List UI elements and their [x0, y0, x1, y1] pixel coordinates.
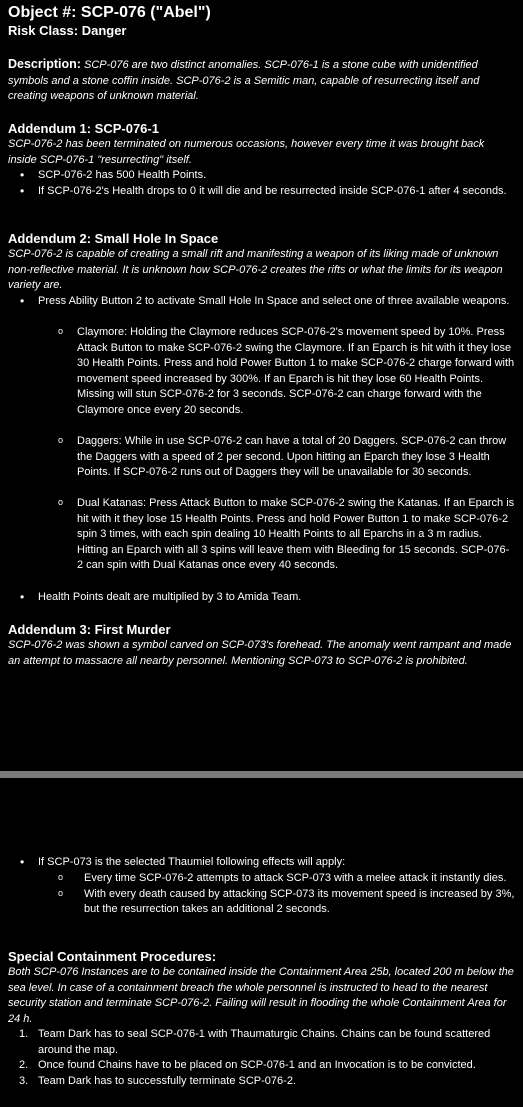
weapon-list-katanas [0, 496, 515, 574]
step-text: Team Dark has to seal SCP-076-1 with Thaumaturgic Chains. Chains can be found scattered around the map. [38, 1028, 491, 1056]
addendum1-list [0, 168, 515, 199]
containment-section [8, 949, 515, 1027]
addendum3-section [8, 622, 515, 669]
addendum3-heading: Addendum 3: First Murder [8, 622, 171, 637]
addendum2-list [0, 294, 515, 310]
risk-class: Risk Class: Danger [8, 23, 127, 38]
header [8, 3, 515, 39]
list-item [0, 1027, 515, 1058]
list-item: • If SCP-076-2's Health drops to 0 it will die and be resurrected inside SCP-076-1 after 4 seconds. [0, 184, 515, 200]
containment-text: Both SCP-076 Instances are to be contained inside the Containment Area 25b, located 200 m below the sea level. In case of a containment breach the whole personnel is instructed to head to the nearest security station and terminate SCP-076-2. Failing will result in flooding the whole Containment Area for 24 h. [8, 966, 514, 1025]
addendum2-text: SCP-076-2 is capable of creating a small rift and manifesting a weapon of its liking made of unknown non-reflective material. It is unknown how SCP-076-2 creates the rifts or what the limits for its weapon variety are. [8, 248, 503, 291]
addendum2-list-end [0, 590, 515, 606]
list-item: • If SCP-073 is the selected Thaumiel following effects will apply: [0, 855, 515, 871]
list-item [0, 1074, 515, 1090]
list-item: • Health Points dealt are multiplied by 3 to Amida Team. [0, 590, 515, 606]
description-paragraph [8, 57, 515, 105]
thaumiel-sublist [0, 871, 515, 918]
containment-heading: Special Containment Procedures: [8, 949, 217, 964]
addendum2-section [8, 231, 515, 294]
list-item: o With every death caused by attacking SCP-073 its movement speed is increased by 3%, but the resurrection takes an additional 2 seconds. [0, 887, 515, 918]
step-number: 1. [19, 1028, 29, 1040]
description-text: SCP-076 are two distinct anomalies. SCP-076-1 is a stone cube with unidentified symbols and a stone coffin inside. SCP-076-2 is a Semitic man, capable of resurrecting itself and creating weapons of unknown material. [8, 59, 480, 102]
weapon-list-daggers [0, 434, 515, 481]
addendum1-section [8, 121, 515, 168]
containment-steps [0, 1027, 515, 1089]
description-label: Description: [8, 57, 81, 71]
list-item: o Every time SCP-076-2 attempts to attack SCP-073 with a melee attack it instantly dies. [0, 871, 515, 887]
object-title: Object #: SCP-076 ("Abel") [8, 4, 211, 21]
thaumiel-list [0, 855, 515, 871]
claymore-item: o Claymore: Holding the Claymore reduces SCP-076-2's movement speed by 10%. Press Attack Button to make SCP-076-2 swing the Claymore. If an Eparch is hit with it they lose 30 Health Points. Press and hold Power Button 1 to make SCP-076-2 charge forward with movement speed increased by 300%. If an Eparch is hit they lose 60 Health Points. Missing will stun SCP-076-2 for 3 seconds. SCP-076-2 can charge forward with the Claymore once every 20 seconds. [0, 325, 515, 418]
addendum3-text: SCP-076-2 was shown a symbol carved on SCP-073's forehead. The anomaly went rampant and made an attempt to massacre all nearby personnel. Mentioning SCP-073 to SCP-076-2 is prohibited. [8, 639, 512, 667]
list-item: • SCP-076-2 has 500 Health Points. [0, 168, 515, 184]
weapon-list [0, 325, 515, 418]
addendum1-text: SCP-076-2 has been terminated on numerous occasions, however every time it was brought back inside SCP-076-1 "resurrecting" itself. [8, 138, 485, 166]
step-number: 2. [19, 1059, 29, 1071]
description-section [8, 57, 515, 105]
list-item: • Press Ability Button 2 to activate Small Hole In Space and select one of three available weapons. [0, 294, 515, 310]
daggers-item: o Daggers: While in use SCP-076-2 can have a total of 20 Daggers. SCP-076-2 can throw the Daggers with a speed of 2 per second. Upon hitting an Eparch they lose 3 Health Points. If SCP-076-2 runs out of Daggers they will be unavailable for 30 seconds. [0, 434, 515, 481]
katanas-item: o Dual Katanas: Press Attack Button to make SCP-076-2 swing the Katanas. If an Eparch is hit with it they lose 15 Health Points. Press and hold Power Button 1 to make SCP-076-2 spin 3 times, with each spin dealing 10 Health Points to all Eparchs in a 3 m radius. Hitting an Eparch with all 3 spins will leave them with Bleeding for 15 seconds. SCP-076-2 can spin with Dual Katanas once every 40 seconds. [0, 496, 515, 574]
addendum2-heading: Addendum 2: Small Hole In Space [8, 231, 219, 246]
list-item [0, 1058, 515, 1074]
section-divider [0, 771, 523, 778]
step-text: Team Dark has to successfully terminate SCP-076-2. [38, 1074, 296, 1087]
addendum1-heading: Addendum 1: SCP-076-1 [8, 121, 159, 136]
step-text: Once found Chains have to be placed on SCP-076-1 and an Invocation is to be convicted. [38, 1059, 476, 1071]
step-number: 3. [19, 1074, 29, 1087]
